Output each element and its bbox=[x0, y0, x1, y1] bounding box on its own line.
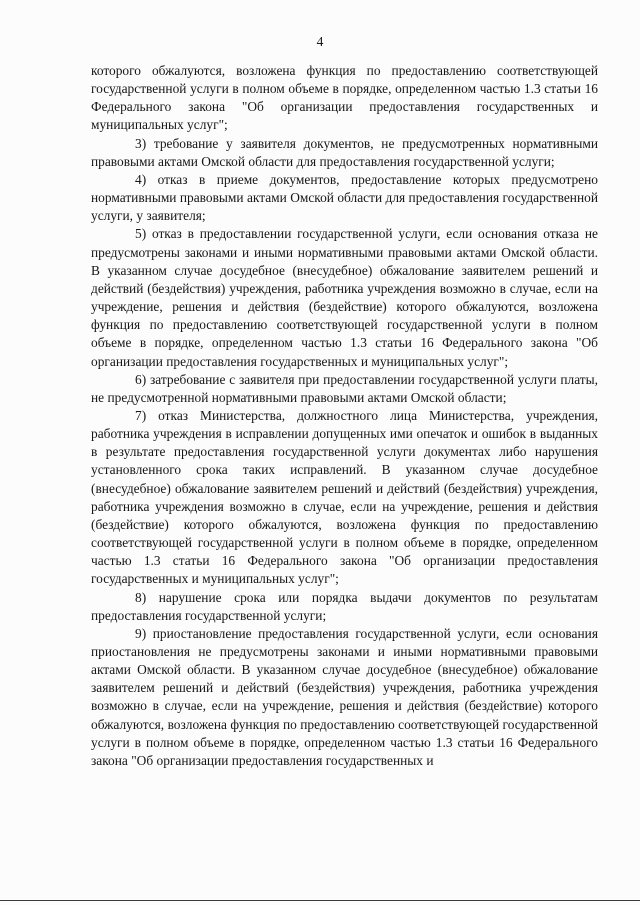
page-number: 4 bbox=[316, 34, 324, 49]
paragraph-item-8: 8) нарушение срока или порядка выдачи документов по результатам предоставления государственной услуги; bbox=[91, 589, 598, 623]
paragraph-item-9: 9) приостановление предоставления государственной услуги, если основания приостановления не предусмотрены законами и иными нормативными правовыми актами Омской области. В указанном случае досудебное (внесудебное) обжалование заявителем решений и действий (бездействия) учреждения, работника учреждения возможно в случае, если на учреждение, решения и действия (бездействие) которого обжалуются, возложена функция по предоставлению соответствующей государственной услуги в полном объеме в порядке, определенном частью 1.3 статьи 16 Федерального закона "Об организации предоставления государственных и bbox=[91, 625, 598, 768]
paragraph-item-5: 5) отказ в предоставлении государственной услуги, если основания отказа не предусмотрены законами и иными нормативными правовыми актами Омской области. В указанном случае досудебное (внесудебное) обжалование заявителем решений и действий (бездействия) учреждения, работника учреждения возможно в случае, если на учреждение, решения и действия (бездействие) которого обжалуются, возложена функция по предоставлению соответствующей государственной услуги в полном объеме в порядке, определенном частью 1.3 статьи 16 Федерального закона "Об организации предоставления государственных и муниципальных услуг"; bbox=[91, 226, 598, 369]
paragraph-item-7: 7) отказ Министерства, должностного лица Министерства, учреждения, работника учреждения в исправлении допущенных ими опечаток и ошибок в выданных в результате предоставления государственной услуги документах либо нарушения установленного срока таких исправлений. В указанном случае досудебное (внесудебное) обжалование заявителем решений и действий (бездействия) учреждения, работника учреждения возможно в случае, если на учреждение, решения и действия (бездействие) которого обжалуются, возложена функция по предоставлению соответствующей государственной услуги в полном объеме в порядке, определенном частью 1.3 статьи 16 Федерального закона "Об организации предоставления государственных и муниципальных услуг"; bbox=[91, 407, 598, 587]
paragraph-item-6: 6) затребование с заявителя при предоставлении государственной услуги платы, не предусмотренной нормативными правовыми актами Омской области; bbox=[91, 371, 598, 405]
paragraph-item-3: 3) требование у заявителя документов, не предусмотренных нормативными правовыми актами Омской области для предоставления государственной услуги; bbox=[91, 135, 598, 169]
bottom-border-line bbox=[0, 900, 640, 901]
paragraph-continuation: которого обжалуются, возложена функция по предоставлению соответствующей государственной услуги в полном объеме в порядке, определенном частью 1.3 статьи 16 Федерального закона "Об организации предоставления государственных и муниципальных услуг"; bbox=[91, 63, 598, 133]
document-body bbox=[91, 62, 598, 770]
paragraph-item-4: 4) отказ в приеме документов, предоставление которых предусмотрено нормативными правовыми актами Омской области для предоставления государственной услуги, у заявителя; bbox=[91, 171, 598, 224]
